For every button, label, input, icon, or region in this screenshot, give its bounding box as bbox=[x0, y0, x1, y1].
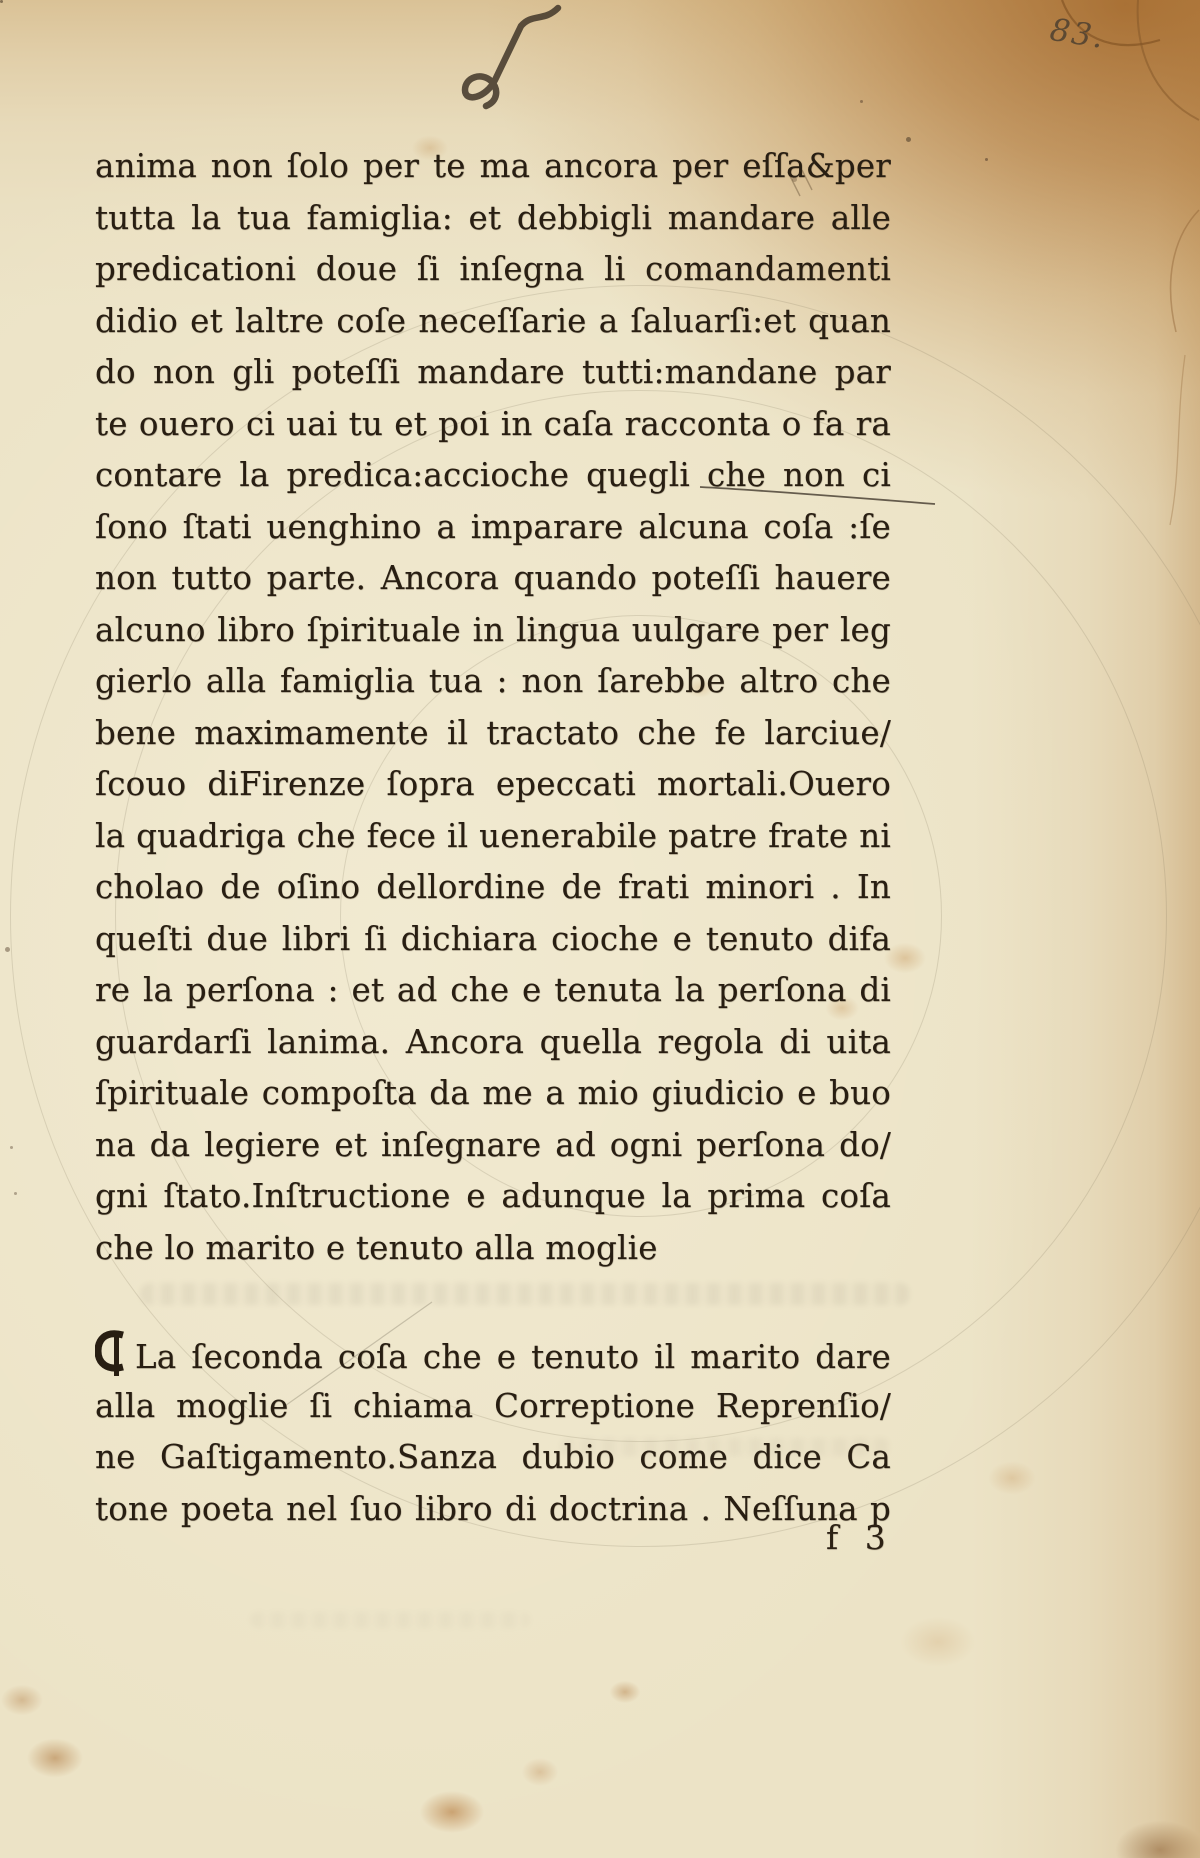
text-line: gni ſtato.Inſtructione e adunque la prima coſa bbox=[95, 1177, 891, 1215]
text-line: na da legiere et inſegnare ad ogni perſona do/ bbox=[95, 1125, 891, 1164]
text-line: tutta la tua famiglia: et debbigli mandare alle bbox=[95, 198, 891, 237]
second-paragraph bbox=[95, 1329, 891, 1535]
text-line: didio et laltre coſe neceſſarie a ſaluarſi:et quan bbox=[95, 301, 891, 340]
text-line-content: La ſeconda coſa che e tenuto il marito dare bbox=[135, 1338, 891, 1376]
text-line: ſpirituale compoſta da me a mio giudicio e buo bbox=[95, 1074, 891, 1112]
text-line: ne Gaſtigamento.Sanza dubio come dice Ca bbox=[95, 1438, 891, 1476]
text-line: re la perſona : et ad che e tenuta la perſona di bbox=[95, 971, 891, 1009]
text-line: guardarſi lanima. Ancora quella regola di uita bbox=[95, 1022, 891, 1061]
ink-specks bbox=[0, 0, 3, 3]
show-through-smudge bbox=[140, 1283, 910, 1305]
page-bottom-edge-shadow bbox=[0, 1842, 1200, 1858]
text-block bbox=[95, 141, 891, 1535]
text-line: te ouero ci uai tu et poi in caſa racconta o fa ra bbox=[95, 404, 891, 443]
capitulum-mark bbox=[95, 1329, 127, 1381]
text-line: ſcouo diFirenze ſopra epeccati mortali.Ouero bbox=[95, 765, 891, 803]
handwritten-page-number: 83. bbox=[1047, 11, 1108, 57]
text-line: predicationi doue ſi inſegna li comandamenti bbox=[95, 250, 891, 288]
text-line: non tutto parte. Ancora quando poteſſi hauere bbox=[95, 559, 891, 597]
text-line: bene maximamente il tractato che fe larciue/ bbox=[95, 713, 891, 752]
text-line: queſti due libri ſi dichiara cioche e tenuto difa bbox=[95, 919, 891, 958]
text-line: che lo marito e tenuto alla moglie bbox=[95, 1228, 658, 1267]
text-line bbox=[95, 1329, 891, 1381]
text-line: alcuno libro ſpirituale in lingua uulgare per leg bbox=[95, 610, 891, 649]
text-line: gierlo alla famiglia tua : non ſarebbe altro che bbox=[95, 662, 891, 700]
text-line: contare la predica:accioche quegli che non ci bbox=[95, 456, 891, 494]
text-line: cholao de oſino dellordine de frati minori . In bbox=[95, 868, 891, 906]
text-line: la quadriga che fece il uenerabile patre frate ni bbox=[95, 816, 891, 855]
handwritten-folio-mark bbox=[452, 2, 572, 117]
show-through-smudge bbox=[560, 1438, 890, 1456]
text-line: anima non ſolo per te ma ancora per eſſa&per bbox=[95, 147, 891, 185]
signature-mark: f 3 bbox=[826, 1518, 886, 1557]
text-line: tone poeta nel ſuo libro di doctrina . Neſſuna p bbox=[95, 1489, 891, 1528]
text-line: alla moglie ſi chiama Correptione Reprenſio/ bbox=[95, 1386, 891, 1425]
text-line: ſono ſtati uenghino a imparare alcuna coſa :ſe bbox=[95, 507, 891, 546]
show-through-smudge bbox=[250, 1612, 530, 1628]
text-line: do non gli poteſſi mandare tutti:mandane par bbox=[95, 353, 891, 391]
